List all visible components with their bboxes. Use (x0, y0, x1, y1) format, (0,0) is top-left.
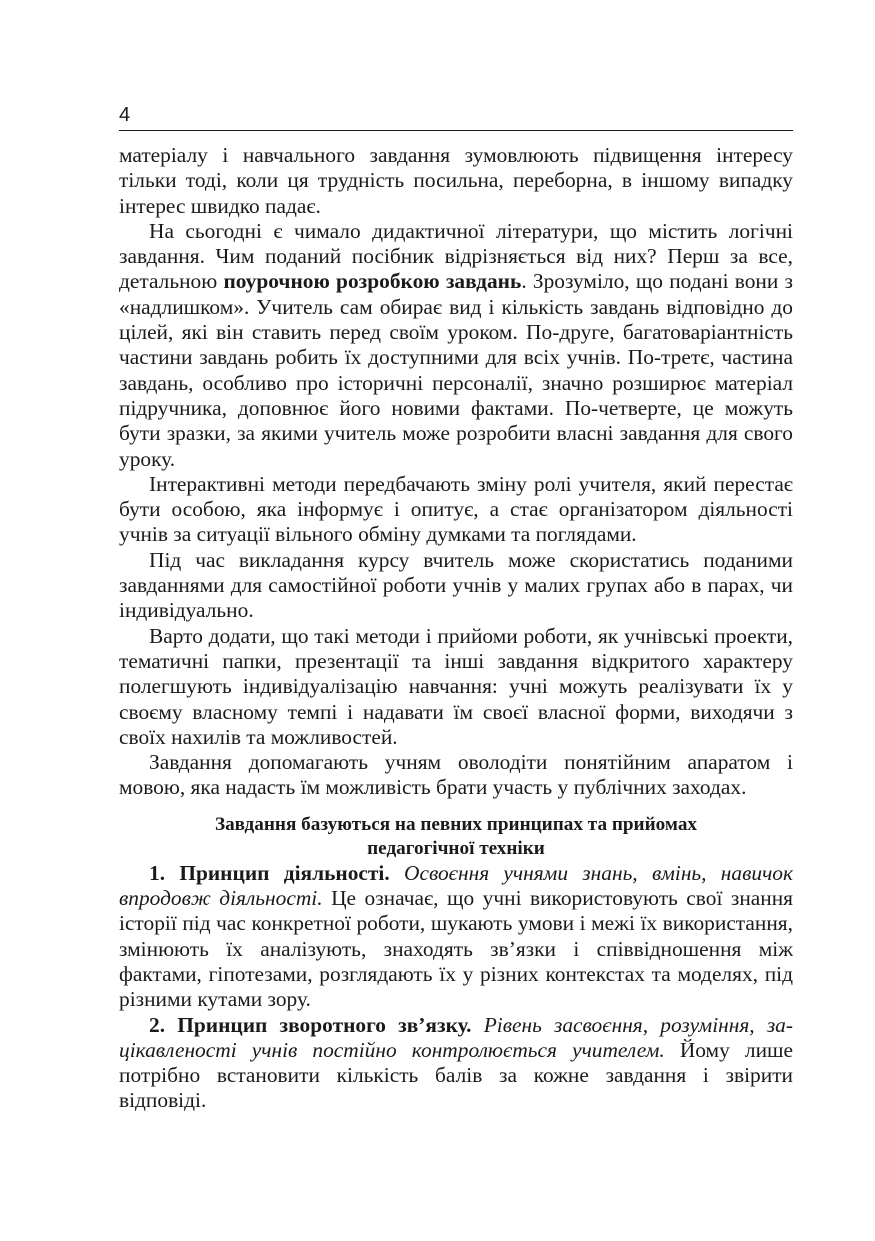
header-rule (119, 130, 793, 131)
manual-text-after: . Зрозуміло, що подані вони з «надлишком». Учитель сам обирає вид і кількість завдань відповідно до цілей, які він ставить перед своїм уроком. По-друге, багатоваріантність частини завдань робить їх доступними для всіх учнів. По-третє, частина завдань, особливо про історичні персоналії, значно розширює матеріал підручника, доповнює його новими фактами. По-четверте, це можуть бути зразки, за якими учитель може розробити власні завдання для свого уроку. (119, 269, 793, 471)
principle-text: Це означає, що учні використовують свої знання історії під час конкретної роботи, шукають умови і межі їх використання, змінюють їх аналізують, знаходять зв’язки і співвідношення між фактами, гіпотезами, розглядають їх у різних контекстах та моделях, під різними кутами зору. (119, 886, 793, 1012)
manual-bold-phrase: поурочною розробкою завдань (223, 269, 522, 294)
manual-text-before: На сьогодні є чимало дидактичної літератури, що містить логічні завдання. Чим поданий посібник відрізняється від них? Перш за все, детальною (119, 218, 793, 294)
principle-activity (119, 861, 793, 1013)
paragraph-continuation: матеріалу і навчального завдання зумовлюють підвищення інтересу тільки тоді, коли ця трудність посильна, переборна, в іншому випадку інтерес швидко падає. (119, 143, 793, 218)
principle-text: Йому лише потрібно встановити кількість балів за кожне завдання і звірити відповіді. (119, 1037, 793, 1113)
page-number: 4 (119, 104, 131, 126)
principle-feedback (119, 1013, 793, 1114)
principle-title: 1. Принцип діяльності. (149, 860, 390, 885)
body-text (119, 143, 793, 1114)
section-heading-line-2: педагогічної техніки (367, 837, 545, 859)
principle-title: 2. Принцип зворотного зв’язку. (149, 1012, 472, 1037)
paragraph-interactive-methods: Інтерактивні методи передбачають зміну ролі учителя, який перестає бути особою, яка інформує і опитує, а стає організатором діяльності учнів за ситуації вільного обміну думками та поглядами. (119, 471, 793, 547)
paragraph-individualization: Варто додати, що такі методи і прийоми роботи, як учнівські проекти, тематичні папки, презентації та інші завдання відкритого характеру полегшують індивідуалізацію навчання: учні можуть реалізувати їх у своєму власному темпі і надавати їм своєї власної форми, виходячи з своїх нахилів та можливостей. (119, 623, 793, 749)
paragraph-manual-description (119, 219, 793, 472)
principle-definition: Освоєння учнями знань, вмінь, навичок впродовж діяльності. (119, 860, 793, 911)
section-heading (119, 813, 793, 861)
paragraph-group-work: Під час викладання курсу вчитель може скористатись поданими завданнями для самостійної роботи учнів у малих групах або в парах, чи індивідуально. (119, 547, 793, 623)
principle-definition: Рівень засвоєння, розуміння, зацікавленості учнів постійно контролюється учителем. (119, 1012, 793, 1062)
section-heading-line-1: Завдання базуються на певних принципах та прийомах (214, 813, 698, 835)
paragraph-concepts: Завдання допомагають учням оволодіти понятійним апаратом і мовою, яка надасть їм можливість брати участь у публічних заходах. (119, 750, 793, 800)
